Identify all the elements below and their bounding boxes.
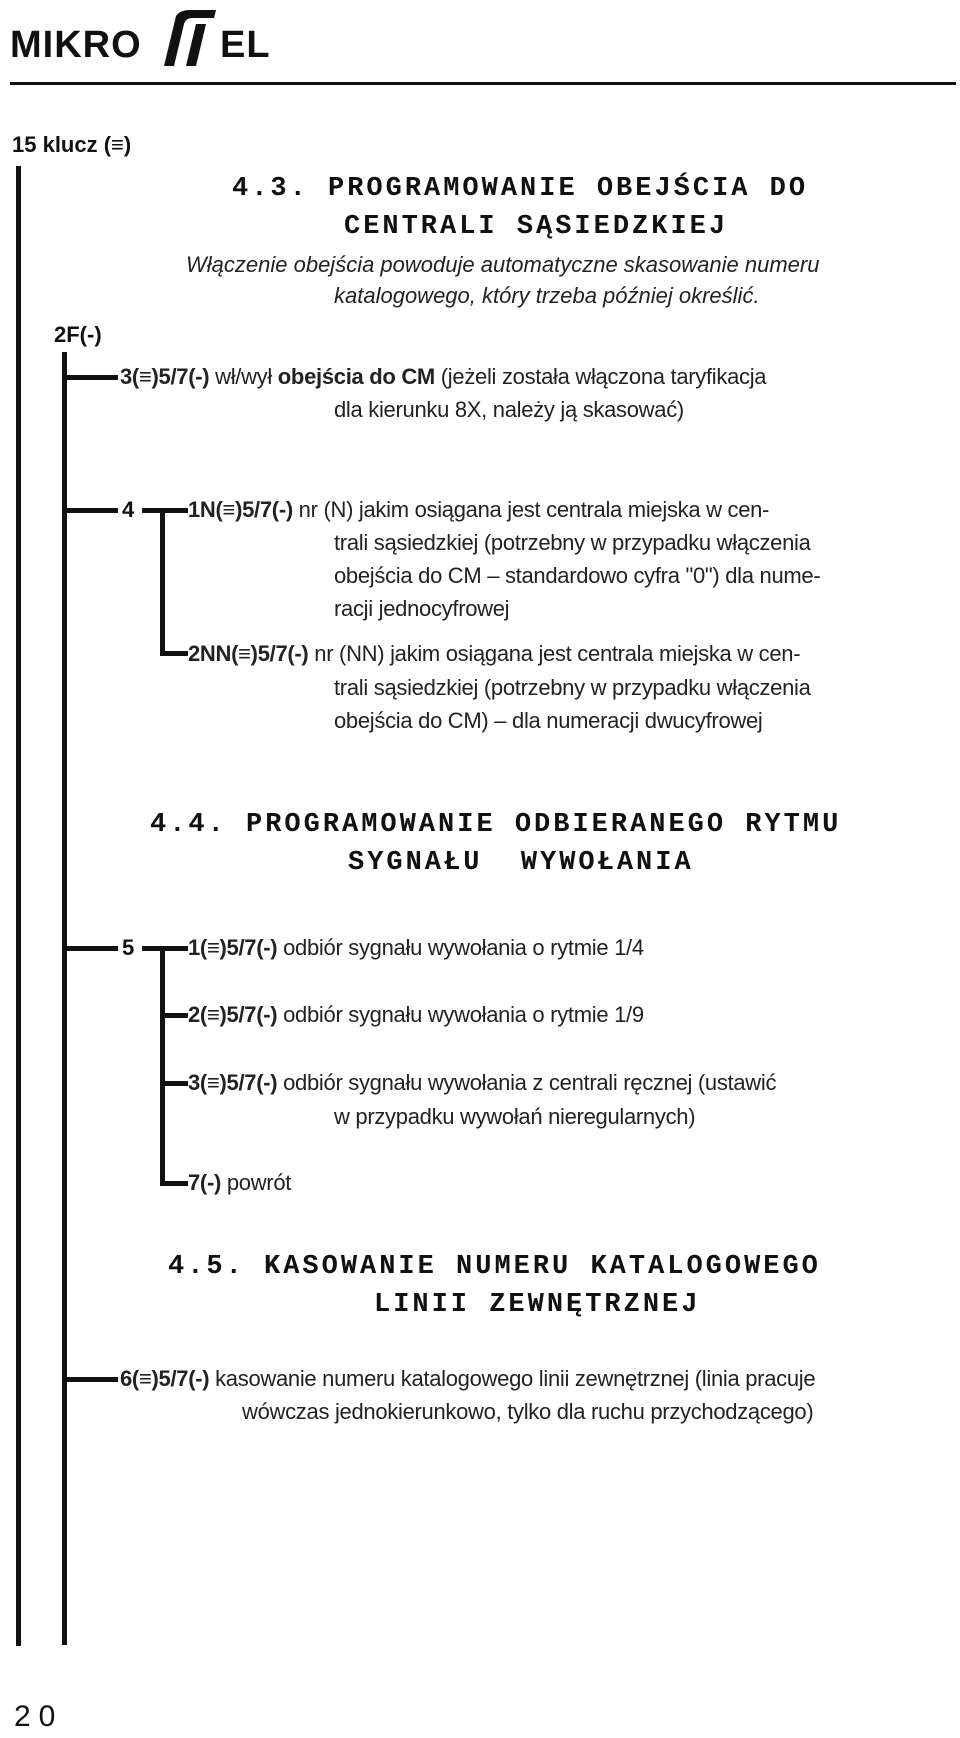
main-tree-line — [16, 166, 21, 1646]
item5-label: 5 — [122, 935, 135, 960]
item6-text: kasowanie numeru katalogowego linii zewnętrznej (linia pracuje — [209, 1366, 816, 1391]
item4-sub2-connector — [160, 651, 188, 656]
top-key-label: 15 klucz (≡) — [12, 132, 132, 157]
branch-2f-label: 2F(-) — [54, 322, 102, 347]
item5-subconnector — [142, 946, 188, 951]
item4-sub2-line1: nr (NN) jakim osiągana jest centrala miejska w cen- — [308, 641, 801, 666]
item3-line2: dla kierunku 8X, należy ją skasować) — [334, 397, 684, 422]
item5-connector — [62, 946, 118, 951]
item5-opt3-connector — [160, 1081, 188, 1086]
item5-opt2-connector — [160, 1013, 188, 1018]
item4-sub2-line2: trali sąsiedzkiej (potrzebny w przypadku włączenia — [334, 675, 811, 700]
section-43-title-2: CENTRALI SĄSIEDZKIEJ — [344, 212, 729, 242]
item6-connector — [62, 1377, 118, 1382]
item5-option-4-key: 7(-) — [188, 1170, 222, 1195]
item3-text-post: (jeżeli została włączona taryfikacja — [434, 364, 767, 389]
brand-logo — [10, 14, 300, 70]
item4-sub1-key: 1N(≡)5/7(-) — [188, 497, 293, 522]
item5-subtree-line — [160, 946, 165, 1186]
item4-connector — [62, 508, 118, 513]
item3-text-pre: wł/wył — [209, 364, 278, 389]
item3-connector — [62, 375, 118, 380]
item3-row — [120, 364, 766, 390]
section-43-note-1: Włączenie obejścia powoduje automatyczne skasowanie numeru — [186, 252, 820, 277]
item5-option-2 — [188, 1002, 644, 1028]
item4-sub2-line3: obejścia do CM) – dla numeracji dwucyfrowej — [334, 708, 763, 733]
logo-mark — [152, 6, 222, 68]
item5-option-3-text: odbiór sygnału wywołania z centrali ręcznej (ustawić — [277, 1070, 777, 1095]
item5-opt4-connector — [160, 1181, 188, 1186]
section-44-title-1: 4.4. PROGRAMOWANIE ODBIERANEGO RYTMU — [150, 810, 842, 840]
item5-option-3-key: 3(≡)5/7(-) — [188, 1070, 278, 1095]
item6-row — [120, 1366, 815, 1392]
item3-text-bold: obejścia do CM — [277, 364, 435, 389]
item5-option-3-line2: w przypadku wywołań nieregularnych) — [334, 1104, 696, 1129]
item4-sub1-line3: obejścia do CM – standardowo cyfra "0") dla nume- — [334, 563, 821, 588]
item6-line2: wówczas jednokierunkowo, tylko dla ruchu przychodzącego) — [242, 1399, 814, 1424]
section-44-title-2: SYGNAŁU WYWOŁANIA — [348, 848, 694, 878]
logo-text-left: MIKRO — [10, 24, 142, 66]
item6-key: 6(≡)5/7(-) — [120, 1366, 210, 1391]
item4-sub1-line4: racji jednocyfrowej — [334, 596, 510, 621]
logo-text-right: EL — [220, 24, 271, 66]
item5-option-1-text: odbiór sygnału wywołania o rytmie 1/4 — [277, 935, 644, 960]
section-43-note-2: katalogowego, który trzeba później określić. — [334, 283, 760, 308]
item5-option-4-text: powrót — [221, 1170, 292, 1195]
item5-option-1-key: 1(≡)5/7(-) — [188, 935, 278, 960]
item4-sub1-line2: trali sąsiedzkiej (potrzebny w przypadku włączenia — [334, 530, 811, 555]
item5-option-2-key: 2(≡)5/7(-) — [188, 1002, 278, 1027]
item4-sub1-line1: nr (N) jakim osiągana jest centrala miejska w cen- — [292, 497, 770, 522]
section-45-title-1: 4.5. KASOWANIE NUMERU KATALOGOWEGO — [168, 1252, 821, 1282]
section-45-title-2: LINII ZEWNĘTRZNEJ — [374, 1290, 701, 1320]
item4-sub2-row — [188, 641, 800, 667]
item4-subconnector — [142, 508, 188, 513]
item5-option-3 — [188, 1070, 776, 1096]
branch-2f-line — [62, 352, 67, 1645]
item5-option-1 — [188, 935, 644, 961]
item5-option-4 — [188, 1170, 291, 1196]
header-rule — [10, 82, 956, 85]
page-number: 20 — [14, 1700, 64, 1733]
item4-sub1-row — [188, 497, 769, 523]
item4-label: 4 — [122, 497, 135, 522]
item5-option-2-text: odbiór sygnału wywołania o rytmie 1/9 — [277, 1002, 644, 1027]
item3-key: 3(≡)5/7(-) — [120, 364, 210, 389]
item4-sub2-key: 2NN(≡)5/7(-) — [188, 641, 309, 666]
item4-subtree-line — [160, 508, 165, 656]
section-43-title-1: 4.3. PROGRAMOWANIE OBEJŚCIA DO — [232, 174, 809, 204]
